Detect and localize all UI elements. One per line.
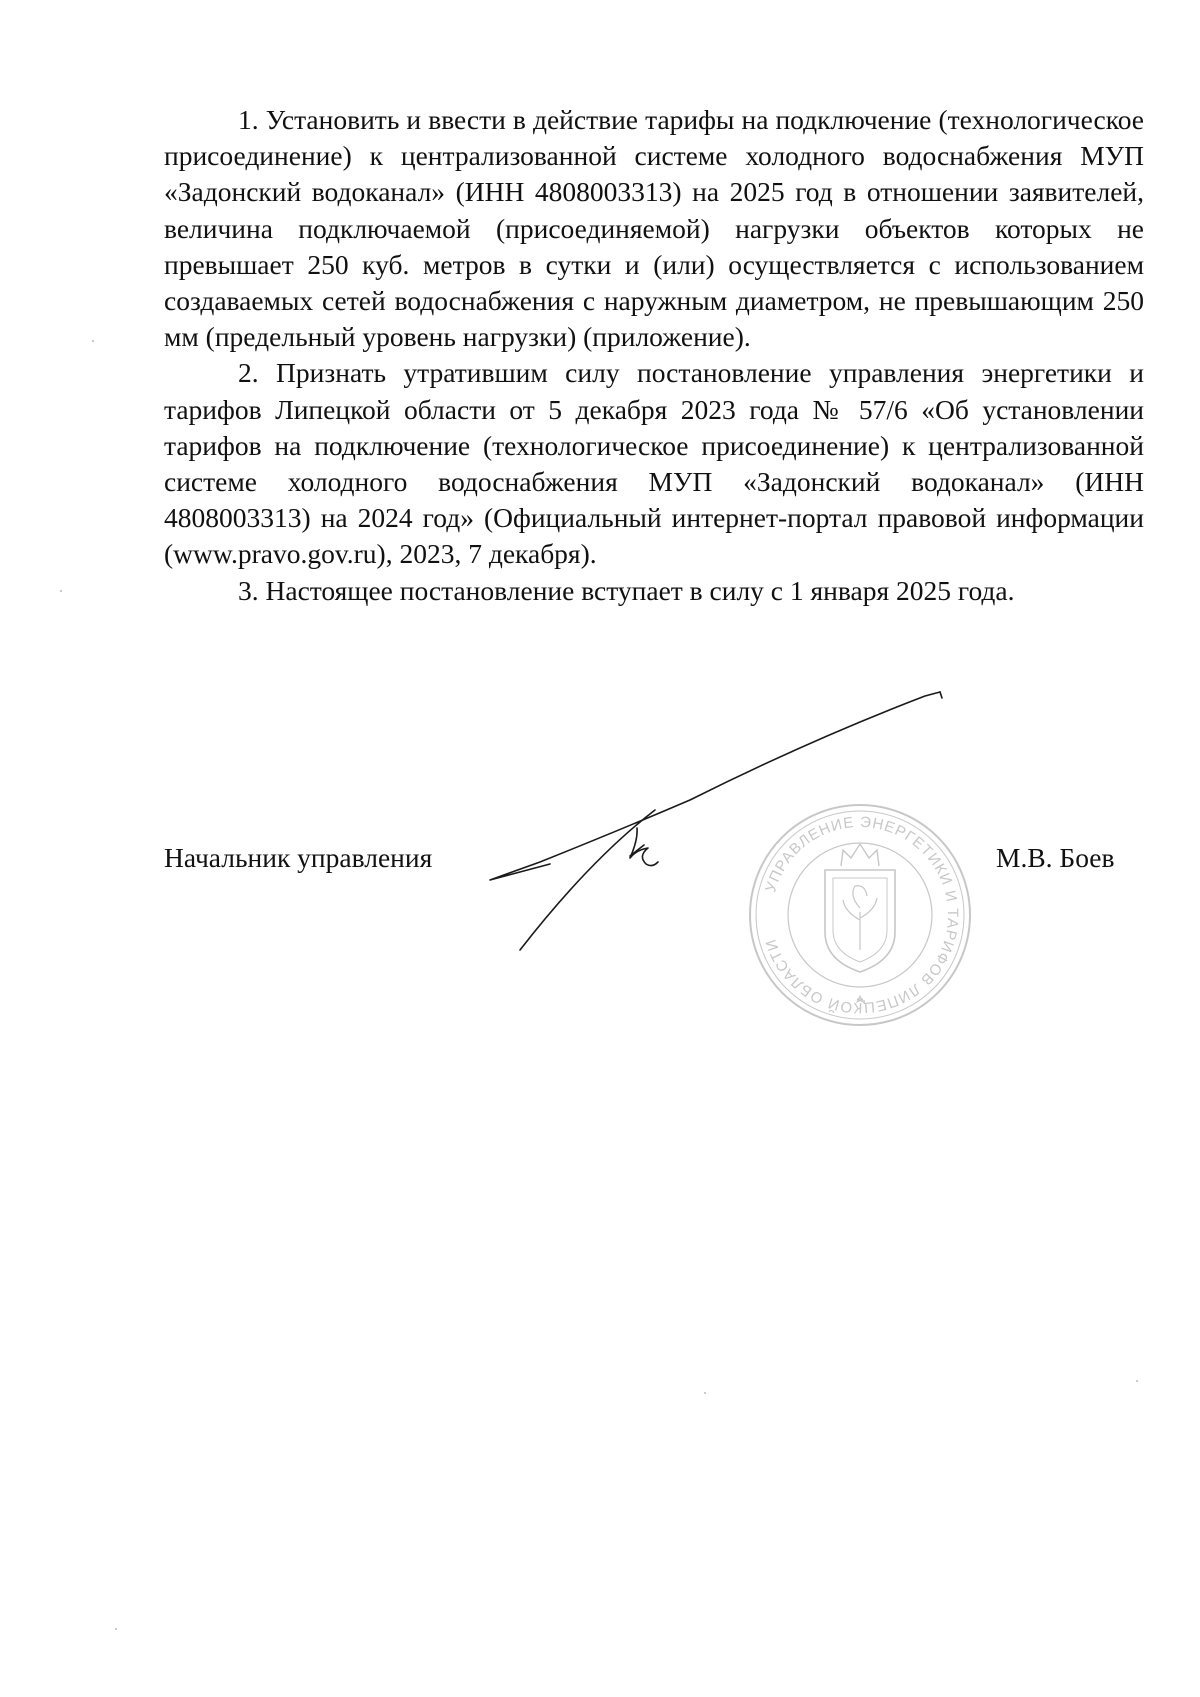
- scan-speck: [704, 1392, 706, 1394]
- document-body: [164, 102, 1144, 609]
- paragraph-2: 2. Признать утратившим силу постановление управления энергетики и тарифов Липецкой области от 5 декабря 2023 года № 57/6 «Об установлении тарифов на подключение (технологическое присоединение) к централизованной системе холодного водоснабжения МУП «Задонский водоканал» (ИНН 4808003313) на 2024 год» (Официальный интернет-портал правовой информации (www.pravo.gov.ru), 2023, 7 декабря).: [164, 357, 1144, 570]
- signer-name: М.В. Боев: [996, 842, 1115, 873]
- signer-position: Начальник управления: [164, 842, 433, 873]
- official-seal-icon: [745, 800, 975, 1030]
- scan-speck: [1136, 1380, 1138, 1382]
- svg-text:УПРАВЛЕНИЕ ЭНЕРГЕТИКИ И ТАРИФО: [762, 814, 961, 1016]
- scan-speck: [92, 340, 94, 342]
- scan-speck: [60, 590, 62, 592]
- scan-speck: [115, 1628, 117, 1630]
- seal-text: УПРАВЛЕНИЕ ЭНЕРГЕТИКИ И ТАРИФОВ ЛИПЕЦКОЙ ОБЛАСТИ: [762, 813, 962, 1017]
- paragraph-3: 3. Настоящее постановление вступает в силу с 1 января 2025 года.: [238, 574, 1015, 606]
- paragraph-1: 1. Установить и ввести в действие тарифы на подключение (технологическое присоединение) к централизованной системе холодного водоснабжения МУП «Задонский водоканал» (ИНН 4808003313) на 2025 год в отношении заявителей, величина подключаемой (присоединяемой) нагрузки объектов которых не превышает 250 куб. метров в сутки и (или) осуществляется с использованием создаваемых сетей водоснабжения с наружным диаметром, не превышающим 250 мм (предельный уровень нагрузки) (приложение).: [164, 104, 1144, 353]
